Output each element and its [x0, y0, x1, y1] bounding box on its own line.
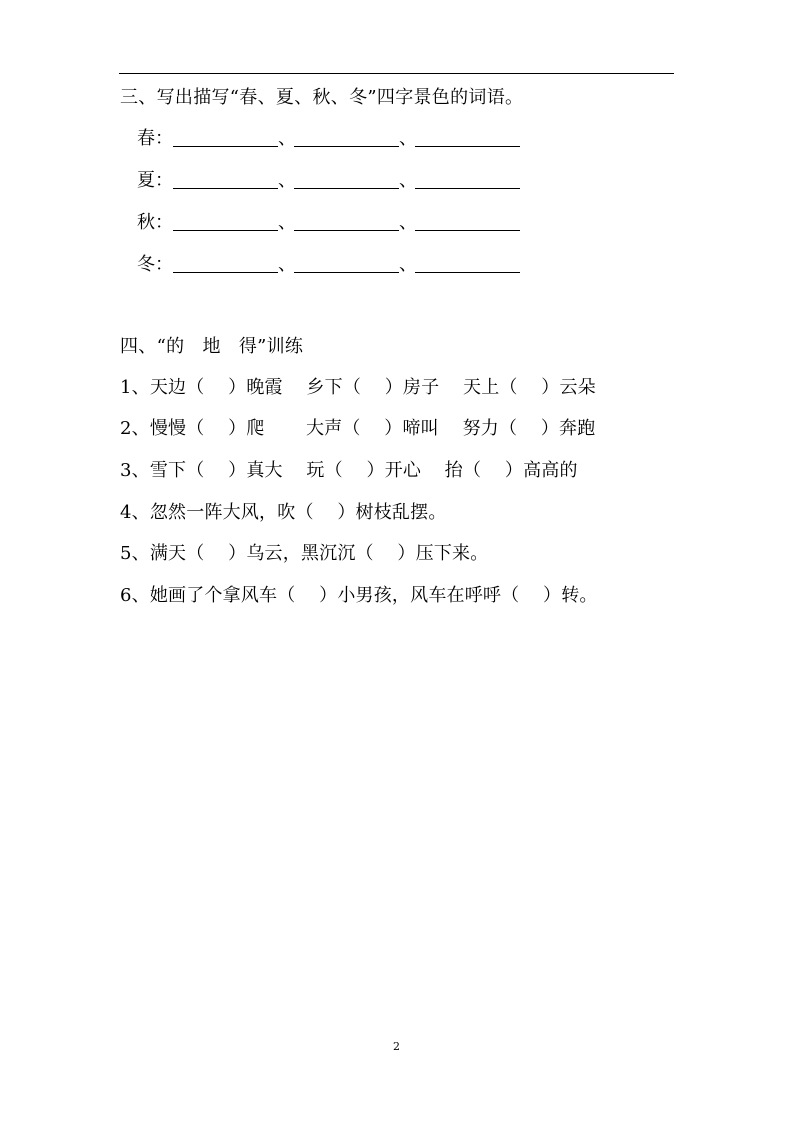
separator: 、 [278, 212, 296, 233]
season-row-spring [137, 126, 520, 152]
answer-blank[interactable] [173, 170, 278, 189]
answer-blank[interactable] [294, 254, 399, 273]
exercise-line: 3、雪下（ ）真大 玩（ ）开心 抬（ ）高高的 [120, 460, 578, 481]
season-label: 秋： [137, 212, 173, 233]
answer-blank[interactable] [294, 128, 399, 147]
answer-blank[interactable] [173, 128, 278, 147]
exercise-line: 1、天边（ ）晚霞 乡下（ ）房子 天上（ ）云朵 [120, 377, 596, 398]
answer-blank[interactable] [415, 254, 520, 273]
season-row-summer [137, 168, 520, 194]
answer-blank[interactable] [415, 212, 520, 231]
exercise-line: 6、她画了个拿风车（ ）小男孩，风车在呼呼（ ）转。 [120, 585, 598, 606]
separator: 、 [399, 170, 417, 191]
season-label: 夏： [137, 170, 173, 191]
season-label: 冬： [137, 254, 173, 275]
answer-blank[interactable] [173, 254, 278, 273]
exercise-line: 2、慢慢（ ）爬 大声（ ）啼叫 努力（ ）奔跑 [120, 418, 596, 439]
separator: 、 [278, 254, 296, 275]
header-rule [119, 73, 674, 74]
separator: 、 [278, 170, 296, 191]
exercise-line: 5、满天（ ）乌云，黑沉沉（ ）压下来。 [120, 543, 489, 564]
section-4-title: 四、“的 地 得”训练 [120, 336, 304, 357]
exercise-line: 4、忽然一阵大风，吹（ ）树枝乱摆。 [120, 502, 447, 523]
separator: 、 [399, 254, 417, 275]
separator: 、 [399, 128, 417, 149]
separator: 、 [278, 128, 296, 149]
season-row-winter [137, 252, 520, 278]
answer-blank[interactable] [415, 128, 520, 147]
answer-blank[interactable] [294, 212, 399, 231]
separator: 、 [399, 212, 417, 233]
season-label: 春： [137, 128, 173, 149]
answer-blank[interactable] [173, 212, 278, 231]
page-number: 2 [393, 1040, 400, 1053]
season-row-autumn [137, 210, 520, 236]
answer-blank[interactable] [294, 170, 399, 189]
section-3-title: 三、写出描写“春、夏、秋、冬”四字景色的词语。 [120, 87, 524, 108]
answer-blank[interactable] [415, 170, 520, 189]
